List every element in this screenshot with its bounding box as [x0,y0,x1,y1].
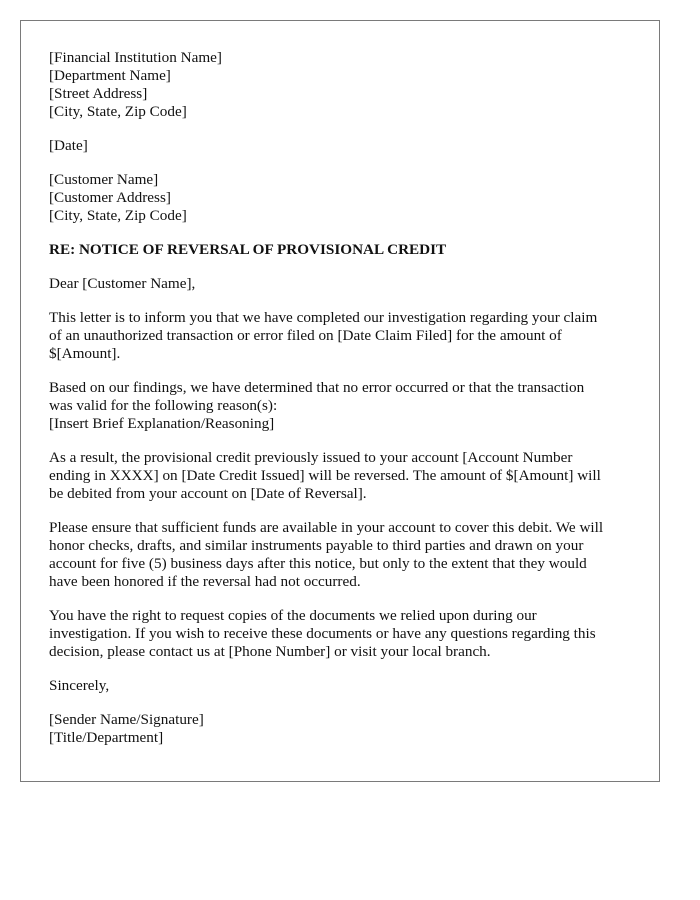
subject-line: RE: NOTICE OF REVERSAL OF PROVISIONAL CREDIT [49,241,447,258]
date-block [49,137,631,155]
paragraph-line: was valid for the following reason(s): [49,397,278,414]
salutation-text: Dear [Customer Name], [49,275,196,292]
paragraph-line: Please ensure that sufficient funds are available in your account to cover this debit. We will [49,519,604,536]
letter-date: [Date] [49,137,88,154]
letter-page [20,20,660,782]
paragraph-reversal [49,449,631,503]
paragraph-line: account for five (5) business days after this notice, but only to the extent that they would [49,555,587,572]
paragraph-rights [49,607,631,661]
paragraph-line: ending in XXXX] on [Date Credit Issued] will be reversed. The amount of $[Amount] will [49,467,601,484]
paragraph-line: As a result, the provisional credit previously issued to your account [Account Number [49,449,573,466]
department-name: [Department Name] [49,67,171,84]
paragraph-line: decision, please contact us at [Phone Number] or visit your local branch. [49,643,491,660]
paragraph-line: This letter is to inform you that we have completed our investigation regarding your claim [49,309,598,326]
closing-text: Sincerely, [49,677,110,694]
paragraph-funds [49,519,631,591]
sender-address-block [49,49,631,121]
recipient-address-block [49,171,631,225]
paragraph-line: investigation. If you wish to receive these documents or have any questions regarding this [49,625,596,642]
customer-address: [Customer Address] [49,189,171,206]
paragraph-line: $[Amount]. [49,345,121,362]
paragraph-findings [49,379,631,433]
institution-name: [Financial Institution Name] [49,49,222,66]
sender-name-signature: [Sender Name/Signature] [49,711,204,728]
paragraph-investigation [49,309,631,363]
customer-name: [Customer Name] [49,171,159,188]
paragraph-line: You have the right to request copies of the documents we relied upon during our [49,607,537,624]
closing-block [49,677,631,695]
salutation [49,275,631,293]
paragraph-line: honor checks, drafts, and similar instruments payable to third parties and drawn on your [49,537,584,554]
paragraph-line: have been honored if the reversal had not occurred. [49,573,361,590]
paragraph-line: be debited from your account on [Date of Reversal]. [49,485,367,502]
city-state-zip: [City, State, Zip Code] [49,103,187,120]
street-address: [Street Address] [49,85,148,102]
sender-title: [Title/Department] [49,729,164,746]
paragraph-line: of an unauthorized transaction or error filed on [Date Claim Filed] for the amount of [49,327,562,344]
paragraph-line: Based on our findings, we have determined that no error occurred or that the transaction [49,379,585,396]
customer-city-state-zip: [City, State, Zip Code] [49,207,187,224]
signature-block [49,711,631,747]
paragraph-line: [Insert Brief Explanation/Reasoning] [49,415,275,432]
